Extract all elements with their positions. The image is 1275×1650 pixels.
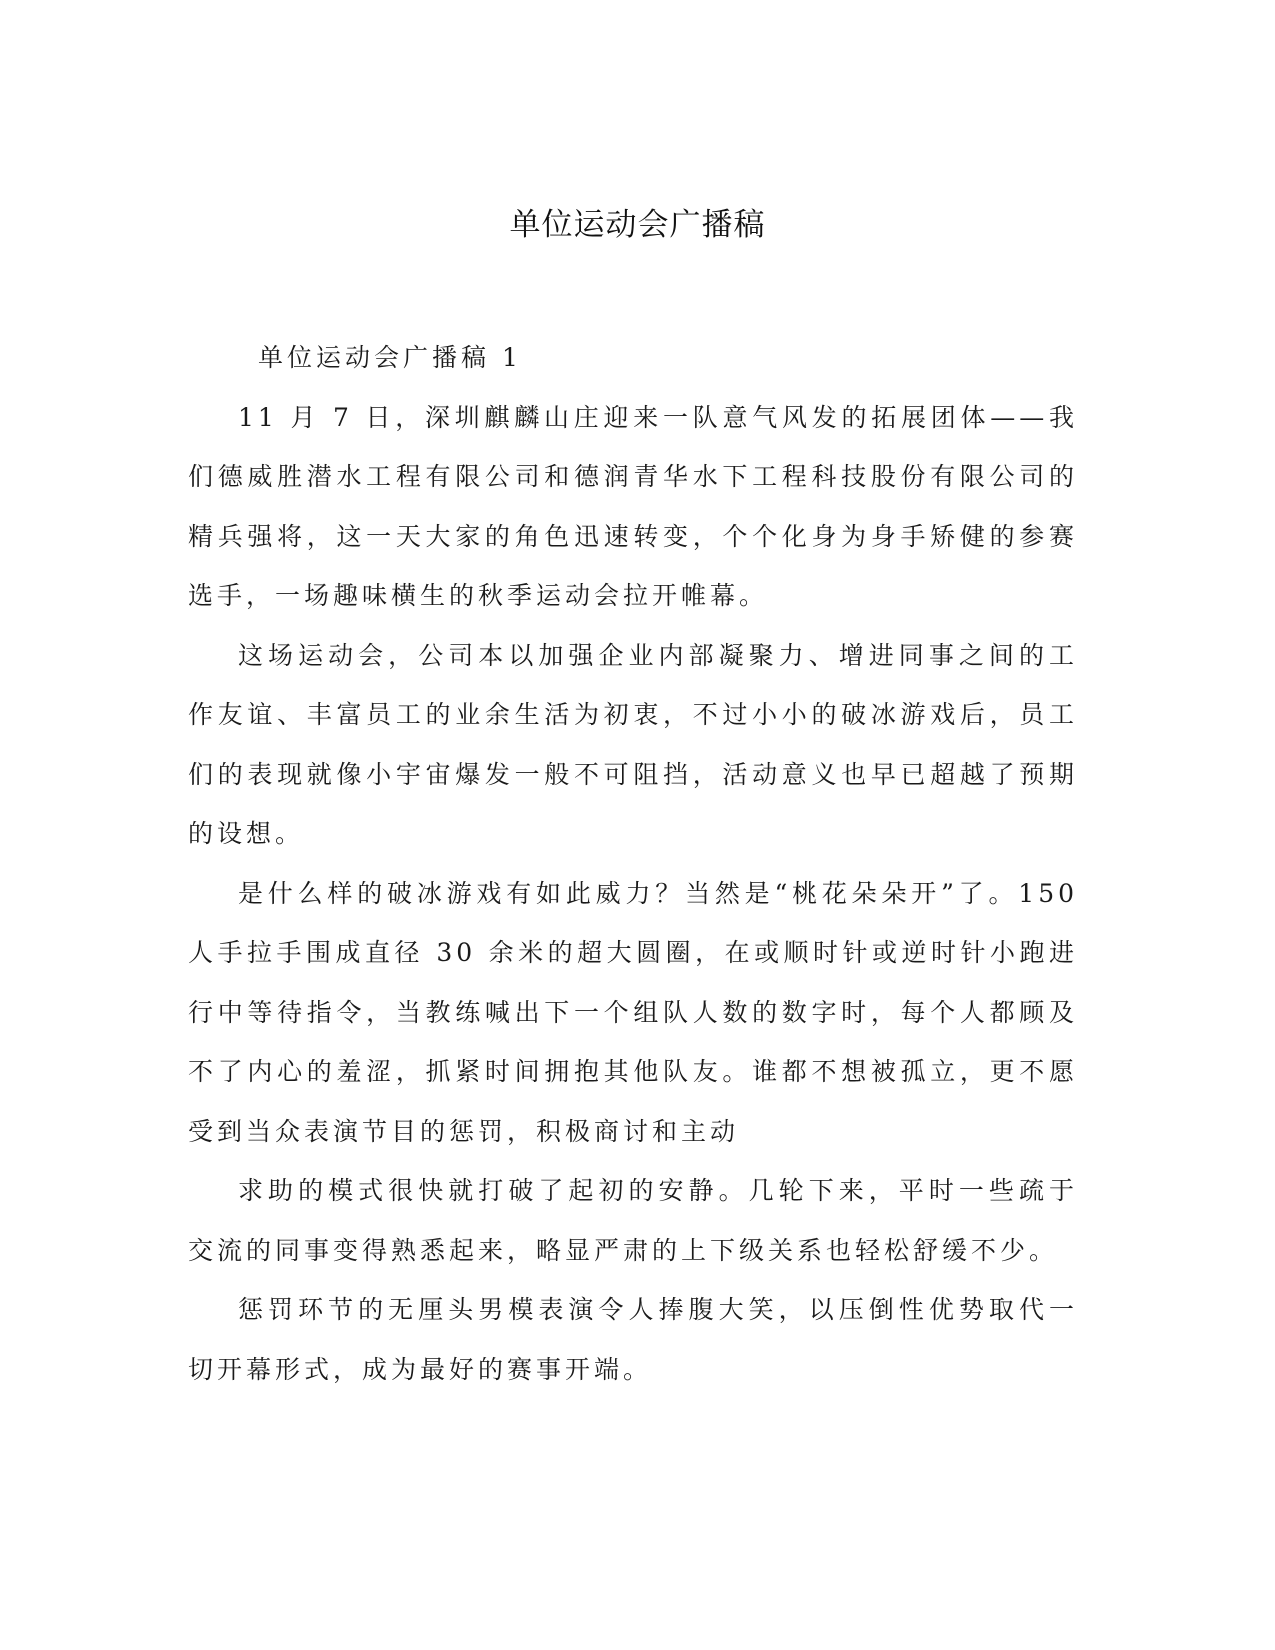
section-heading: 单位运动会广播稿 1 (258, 343, 522, 372)
paragraph: 这场运动会，公司本以加强企业内部凝聚力、增进同事之间的工作友谊、丰富员工的业余生活为初衷，不过小小的破冰游戏后，员工们的表现就像小宇宙爆发一般不可阻挡，活动意义也早已超越了预期的设想。 (188, 640, 1078, 848)
document-body (188, 328, 1078, 1399)
paragraph: 求助的模式很快就打破了起初的安静。几轮下来，平时一些疏于交流的同事变得熟悉起来，略显严肃的上下级关系也轻松舒缓不少。 (188, 1176, 1078, 1265)
paragraph: 是什么样的破冰游戏有如此威力？当然是“桃花朵朵开”了。150 人手拉手围成直径 30 余米的超大圆圈，在或顺时针或逆时针小跑进行中等待指令，当教练喊出下一个组队人数的数字时，每个人都顾及不了内心的羞涩，抓紧时间拥抱其他队友。谁都不想被孤立，更不愿受到当众表演节目的惩罚，积极商讨和主动 (188, 878, 1078, 1146)
document-title: 单位运动会广播稿 (509, 207, 766, 243)
paragraph: 惩罚环节的无厘头男模表演令人捧腹大笑，以压倒性优势取代一切开幕形式，成为最好的赛事开端。 (188, 1295, 1078, 1384)
paragraph: 11 月 7 日，深圳麒麟山庄迎来一队意气风发的拓展团体——我们德威胜潜水工程有限公司和德润青华水下工程科技股份有限公司的精兵强将，这一天大家的角色迅速转变，个个化身为身手矫健的参赛选手，一场趣味横生的秋季运动会拉开帷幕。 (188, 402, 1078, 610)
